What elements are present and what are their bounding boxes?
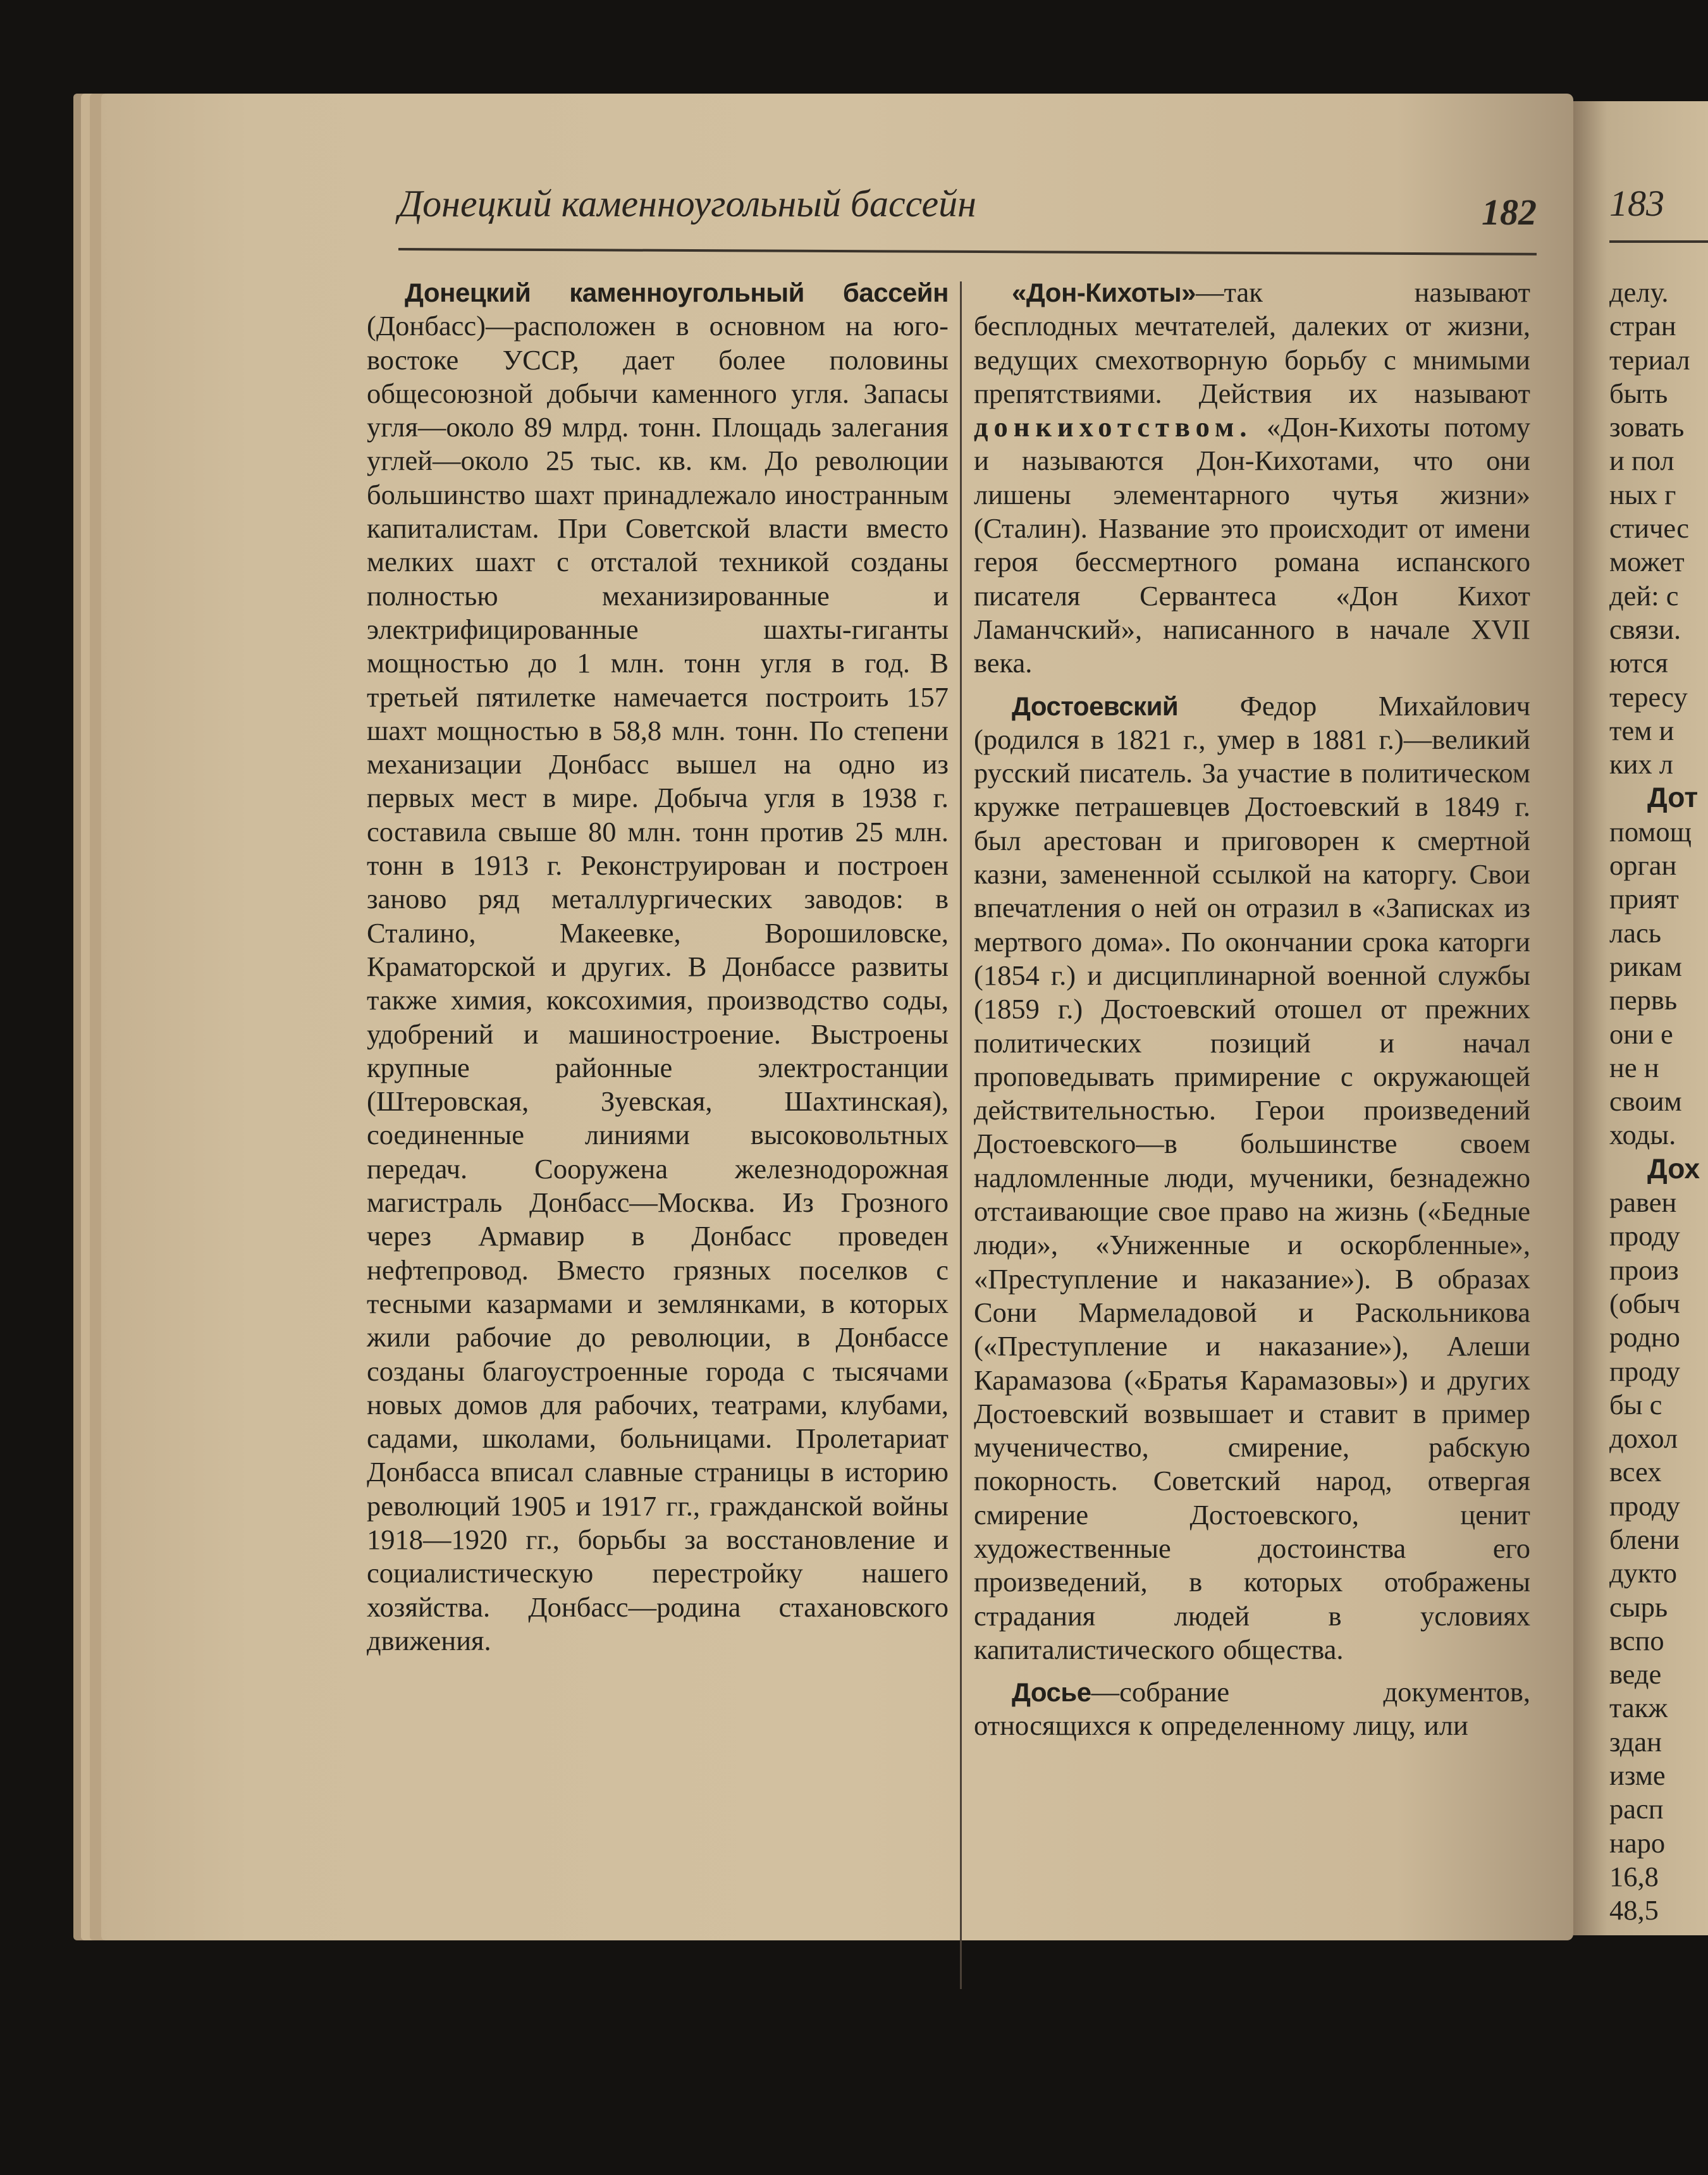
page-header [398,182,1537,252]
entry-text: Федор Михайлович (родился в 1821 г., умер в 1881 г.)—великий русский писатель. За участие в политическом кружке петрашевцев Достоевский в 1849 г. был арестован и приговорен к смертной казни, замененной ссылкой на каторгу. Свои впечатления о ней он отразил в «Записках из мертвого дома». По окончании срока каторги (1854 г.) и дисциплинарной военной службы (1859 г.) Достоевский отошел от прежних политических позиций и начал проповедывать примирение с окружающей действительностью. Герои произведений Достоевского—в большинстве своем надломленные люди, мученики, безнадежно отстаивающие свое право на жизнь («Бедные люди», «Униженные и оскорбленные», «Преступление и наказание»). В образах Сони Мармеладовой и Раскольникова («Преступление и наказание»), Алеши Карамазова («Братья Карамазовы») и других Достоевский возвышает и ставит в пример мученичество, смирение, рабскую покорность. Советский народ, отвергая смирение Достоевского, ценит художественные достоинства его произведений, в которых отображены страдания людей в условиях капиталистического общества. [974,689,1530,1665]
right-page-line: родно [1609,1321,1680,1353]
right-page-line: дей: с [1609,579,1679,612]
right-page-line: 48,5 [1609,1894,1659,1926]
entry-term: «Дон-Кихоты» [1012,278,1196,307]
right-page-line: ких л [1609,748,1674,780]
right-page-line: произ [1609,1254,1679,1286]
right-page-line: такж [1609,1692,1668,1724]
right-page-line: блени [1609,1523,1680,1555]
entry-donbass [367,276,949,1658]
entry-term: Досье [1012,1677,1091,1708]
column-left [367,276,949,1658]
right-page-line: делу. [1609,276,1669,308]
right-page-line: расп [1609,1793,1664,1825]
right-page-line: ются [1609,647,1668,679]
right-page-line: стран [1609,310,1676,342]
right-page-line: териал [1609,343,1690,376]
right-page-line: не н [1609,1051,1659,1083]
page-number-left: 182 [1482,192,1537,233]
right-page-line: Дот [1647,782,1699,814]
right-page-line: лась [1609,916,1662,949]
column-middle [974,276,1530,1743]
right-page-line: своим [1609,1085,1682,1118]
entry-term: Достоевский [1012,691,1179,721]
entry-text: —собрание документов, относящихся к определенному лицу, или [974,1676,1530,1742]
right-page-line: проду [1609,1489,1680,1522]
right-page-line: всех [1609,1456,1662,1488]
right-page-line: сырь [1609,1591,1668,1623]
entry-text: (Донбасс)—расположен в основном на юго-востоке УССР, дает более половины общесоюзной добычи каменного угля. Запасы угля—около 89 млрд. тонн. Площадь залегания углей—около 25 тыс. кв. км. До революции большинство шахт принадлежало иностранным капиталистам. При Советской власти вместо мелких шахт с отсталой техникой созданы полностью механизированные и электрифицированные шахты-гиганты мощностью до 1 млн. тонн угля в год. В третьей пятилетке намечается построить 157 шахт мощностью в 58,8 млн. тонн. По степени механизации Донбасс вышел на одно из первых мест в мире. Добыча угля в 1938 г. составила свыше 80 млн. тонн против 25 млн. тонн в 1913 г. Реконструирован и построен заново ряд металлургических заводов: в Сталино, Макеевке, Ворошиловске, Краматорской и других. В Донбассе развиты также химия, коксохимия, производство соды, удобрений и машиностроение. Выстроены крупные районные электростанции (Штеровская, Зуевская, Шахтинская), соединенные линиями высоковольтных передач. Сооружена железнодорожная магистраль Донбасс—Москва. Из Грозного через Армавир в Донбасс проведен нефтепровод. Вместо грязных поселков с тесными казармами и землянками, в которых жили рабочие до революции, в Донбассе созданы благоустроенные города с тысячами новых домов для рабочих, театрами, клубами, садами, школами, больницами. Пролетариат Донбасса вписал славные страницы в историю революций 1905 и 1917 гг., гражданской войны 1918—1920 гг., борьбы за восстановление и социалистическую перестройку нашего хозяйства. Донбасс—родина стахановского движения. [367,310,949,1656]
right-page-line: проду [1609,1220,1680,1252]
right-page-line: рикам [1609,950,1682,982]
right-page-line: первь [1609,984,1678,1016]
entry-dosie [974,1675,1530,1743]
entry-donkihoty [974,276,1530,681]
right-page-line: равен [1609,1186,1677,1219]
right-page-line: изме [1609,1759,1666,1792]
entry-term: Донецкий каменноугольный бассейн [405,278,949,307]
right-page-line: вспо [1609,1624,1664,1656]
right-page-line: ных г [1609,478,1676,510]
right-page-line: помощ [1609,815,1692,847]
right-page-line: орган [1609,849,1677,882]
entry-text: —так называют бесплодных мечтателей, далеких от жизни, ведущих смехотворную борьбу с мнимыми препятствиями. Действия их называют [974,276,1530,409]
right-page-line: стичес [1609,512,1690,545]
right-page-line: связи. [1609,613,1681,645]
page-number-right: 183 [1609,183,1664,224]
entry-text: «Дон-Кихоты потому и называются Дон-Кихотами, что они лишены элементарного чутья жизни» (Сталин). Название это происходит от имени героя бессмертного романа испанского писателя Сервантеса «Дон Кихот Ламанчский», написанного в начале XVII века. [974,411,1530,679]
right-page-line: 16,8 [1609,1860,1659,1892]
right-page-line: дохол [1609,1422,1678,1455]
right-page-line: проду [1609,1355,1680,1387]
entry-dostoevsky [974,689,1530,1667]
right-page-line: зовать [1609,411,1685,443]
right-page-line: они е [1609,1018,1673,1050]
column-divider [960,281,962,1989]
column-right-page [1609,276,1708,1928]
entry-emphasis: донкихотством. [974,411,1253,443]
running-head: Донецкий каменноугольный бассейн [398,183,976,225]
header-rule-right [1609,240,1708,243]
right-page-line: ходы. [1609,1119,1676,1151]
right-page-line: тем и [1609,714,1674,746]
right-page-line: бы с [1609,1388,1662,1420]
right-page-line: тересу [1609,681,1688,713]
right-page-line: дукто [1609,1557,1678,1589]
right-page-line: здан [1609,1725,1662,1758]
right-page-line: быть [1609,377,1668,409]
right-page-line: (обыч [1609,1287,1680,1319]
right-page-line: и пол [1609,445,1674,477]
right-page-line: прият [1609,883,1679,915]
right-page-line: может [1609,546,1685,578]
right-page-line: наро [1609,1827,1666,1859]
right-page-line: Дох [1647,1153,1700,1185]
right-page-line: веде [1609,1658,1662,1691]
